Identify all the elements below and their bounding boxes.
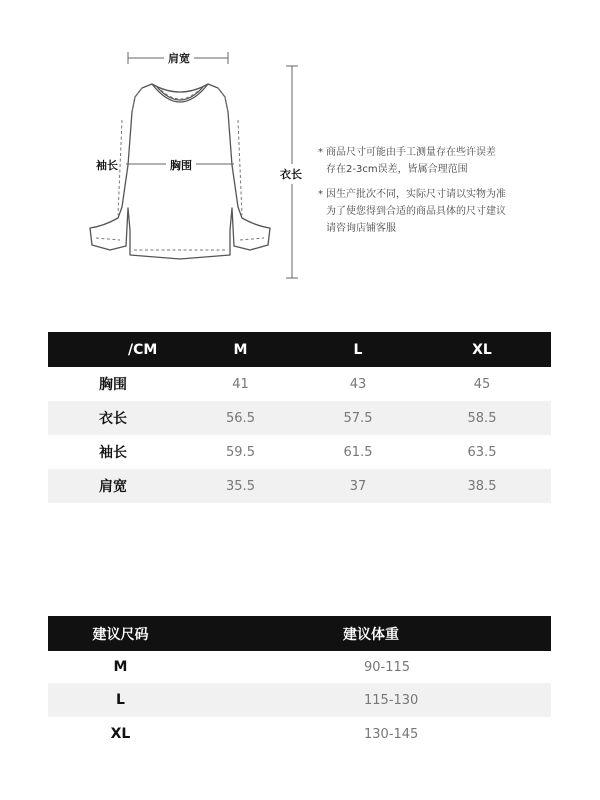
note-batch-variation: * 因生产批次不同，实际尺寸请以实物为准 为了使您得到合适的商品具体的尺寸建议 请咨询店铺客服: [318, 189, 506, 234]
table-row: 袖长 59.5 61.5 63.5: [99, 444, 497, 461]
table-row: L 115-130: [48, 683, 551, 717]
sleeve-length-label: 袖长: [96, 159, 118, 172]
unit-header: /CM: [48, 332, 178, 367]
size-m-header: M: [178, 332, 303, 367]
weight-recommendation-table: [48, 616, 551, 751]
recommended-weight-header: 建议体重: [318, 616, 551, 651]
table-row: 胸围 41 43 45: [99, 376, 491, 393]
chest-label: 胸围: [166, 157, 196, 173]
table-row: 衣长 56.5 57.5 58.5: [48, 401, 551, 435]
table-row: XL 130-145: [110, 726, 419, 742]
size-chart-header: [48, 332, 551, 367]
note-measurement-error: * 商品尺寸可能由手工测量存在些许误差 存在2-3cm误差，皆属合理范围: [318, 147, 496, 175]
weight-table-header: [48, 616, 551, 651]
size-l-header: L: [303, 332, 413, 367]
tshirt-outline-icon: [0, 0, 600, 300]
body-length-label: 衣长: [280, 164, 302, 184]
table-row: M 90-115: [113, 659, 411, 675]
size-xl-header: XL: [413, 332, 551, 367]
size-chart-table: [48, 332, 551, 503]
garment-diagram: [0, 0, 600, 300]
shoulder-width-label: 肩宽: [164, 50, 194, 66]
recommended-size-header: 建议尺码: [48, 616, 318, 651]
table-row: 肩宽 35.5 37 38.5: [48, 469, 551, 503]
